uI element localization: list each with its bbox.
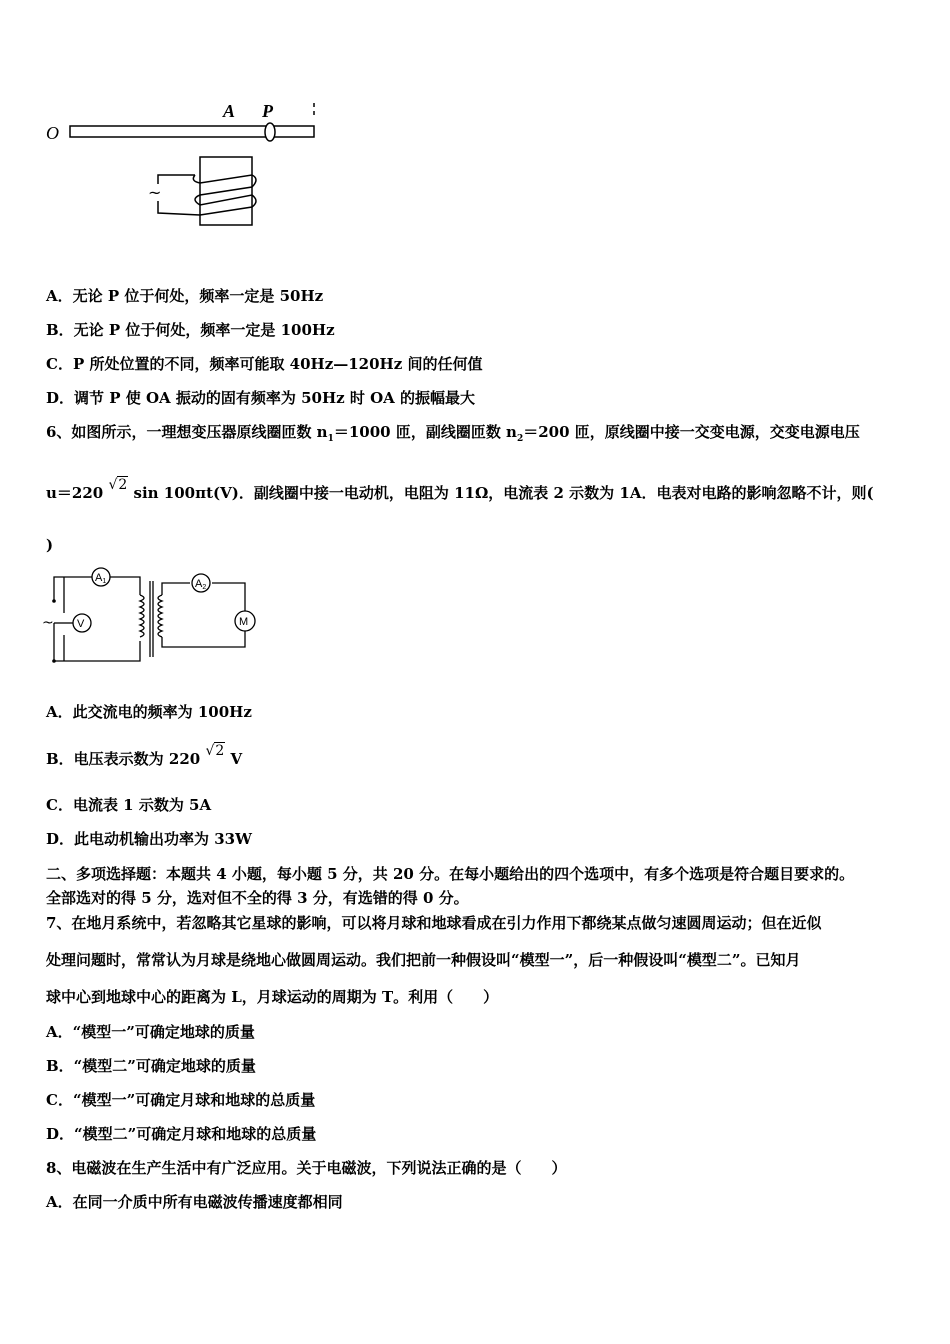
sqrt-radicand: 2 [118, 477, 128, 493]
q7-option-c[interactable]: C．“模型一”可确定月球和地球的总质量 [46, 1091, 316, 1109]
transformer-circuit-figure [40, 565, 270, 670]
n1-sub: 1 [327, 434, 334, 444]
ammeter-a1-label: A1 [95, 572, 107, 585]
q6-option-c[interactable]: C．电流表 1 示数为 5A [46, 796, 212, 814]
q7-stem-line2: 处理问题时，常常认为月球是绕地心做圆周运动。我们把前一种假设叫“模型一”，后一种假设叫“模型二”。已知月 [46, 951, 801, 969]
sqrt-radicand-b: 2 [215, 743, 225, 759]
label-o: O [46, 123, 59, 143]
q6-option-a[interactable]: A．此交流电的频率为 100Hz [46, 703, 252, 721]
voltmeter-label: V [77, 618, 85, 630]
q7-option-b[interactable]: B．“模型二”可确定地球的质量 [46, 1057, 256, 1075]
sqrt-symbol: √2 [108, 477, 128, 493]
q6-text-b: ＝1000 匝，副线圈匝数 n [333, 423, 517, 441]
q6-stem-line2 [46, 477, 874, 504]
q6-option-b-prefix: B．电压表示数为 220 [46, 750, 201, 768]
q5-option-a[interactable]: A．无论 P 位于何处，频率一定是 50Hz [46, 287, 324, 305]
q6-voltage-prefix: u＝220 [46, 484, 104, 502]
q6-stem-line3: ) [46, 536, 54, 554]
q7-option-a[interactable]: A．“模型一”可确定地球的质量 [46, 1023, 255, 1041]
q7-stem-line1: 7、在地月系统中，若忽略其它星球的影响，可以将月球和地球看成在引力作用下都绕某点做匀速圆周运动；但在近似 [46, 914, 822, 932]
q8-option-a[interactable]: A．在同一介质中所有电磁波传播速度都相同 [46, 1193, 343, 1211]
rod [70, 126, 314, 137]
q6-stem-line1 [46, 422, 860, 449]
label-a: A [223, 101, 236, 121]
q6-option-b-suffix: V [225, 750, 243, 768]
sqrt-symbol-b: √2 [205, 743, 225, 759]
motor-label: M [239, 616, 249, 628]
ammeter-a2-label: A2 [195, 578, 207, 591]
ac-source-label: ~ [148, 183, 162, 202]
slider-p [265, 123, 275, 141]
q5-option-b[interactable]: B．无论 P 位于何处，频率一定是 100Hz [46, 321, 335, 339]
label-p: P [262, 101, 273, 121]
q5-option-c[interactable]: C．P 所处位置的不同，频率可能取 40Hz—120Hz 间的任何值 [46, 355, 483, 373]
q6-option-b[interactable] [46, 743, 243, 770]
q6-voltage-suffix: sin 100πt(V)．副线圈中接一电动机，电阻为 11Ω，电流表 2 示数为 1A．电表对电路的影响忽略不计，则( [128, 484, 874, 502]
q7-stem-line3: 球中心到地球中心的距离为 L，月球运动的周期为 T。利用（ ） [46, 988, 499, 1006]
section2-header-line1: 二、多项选择题：本题共 4 小题，每小题 5 分，共 20 分。在每小题给出的四个选项中，有多个选项是符合题目要求的。 [46, 865, 855, 883]
source-symbol: ~ [42, 615, 54, 631]
q6-option-d[interactable]: D．此电动机输出功率为 33W [46, 830, 252, 848]
q7-option-d[interactable]: D．“模型二”可确定月球和地球的总质量 [46, 1125, 317, 1143]
q6-text-a: 6、如图所示，一理想变压器原线圈匝数 n [46, 423, 328, 441]
q5-option-d[interactable]: D．调节 P 使 OA 振动的固有频率为 50Hz 时 OA 的振幅最大 [46, 389, 476, 407]
n2-sub: 2 [516, 434, 524, 444]
vibration-rod-figure [40, 95, 330, 230]
q8-stem: 8、电磁波在生产生活中有广泛应用。关于电磁波，下列说法正确的是（ ） [46, 1159, 567, 1177]
q6-text-c: ＝200 匝，原线圈中接一交变电源，交变电源电压 [523, 423, 860, 441]
section2-header-line2: 全部选对的得 5 分，选对但不全的得 3 分，有选错的得 0 分。 [46, 889, 469, 907]
